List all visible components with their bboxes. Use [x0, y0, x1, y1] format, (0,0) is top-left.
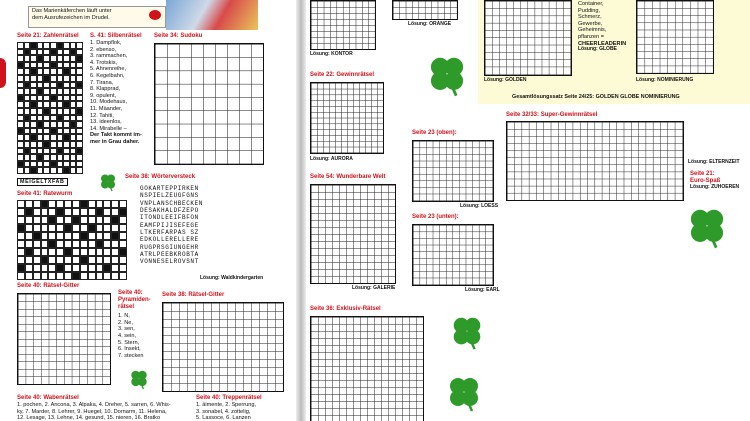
waben-line: 12. Lesage, 13. Lehne, 14. gesund, 15. nieren, 16. Bratko: [17, 415, 161, 421]
section-title: Seite 21: Zahlenrätsel: [17, 33, 79, 39]
solution-text: MEIGELTXFAB: [20, 179, 65, 185]
word-row: RUGPRSGIUNGEHR: [140, 243, 199, 251]
section-title: Seite 40: Treppenrätsel: [196, 395, 262, 401]
aurora-solution: Lösung: AURORA: [310, 156, 353, 162]
drudel-note: [28, 6, 166, 28]
globe-solution: Lösung: GLOBE: [578, 46, 617, 53]
kontor-solution: Lösung: KONTOR: [310, 51, 353, 57]
treppen-line: 5. Lassoce, 6. Lanzen: [196, 415, 251, 421]
page-edge-tab: [0, 58, 6, 88]
seite23-oben-grid: [412, 140, 494, 202]
clover-icon: [424, 52, 470, 98]
silben-item: 13. ideenlos,: [90, 119, 122, 126]
pyramid-item: 3. sen,: [118, 326, 135, 333]
cheer-item: Geheimnis,: [578, 27, 607, 34]
gitter-38-grid: [162, 302, 284, 392]
section-wabenraetsel: [17, 395, 171, 421]
ratewurm-grid: [17, 200, 127, 280]
section-euro-spass: [690, 171, 739, 191]
wunderbare-grid: [310, 184, 396, 284]
word-row: ATRLPEEBKROBTA: [140, 250, 199, 258]
section-super-gewinn: [506, 112, 597, 119]
nominierung-solution: Lösung: NOMINIERUNG: [636, 77, 694, 83]
orange-solution: Lösung: ORANGE: [408, 21, 452, 27]
super-gewinn-grid: [506, 121, 684, 201]
section-title-2: Euro-Spaß: [690, 178, 721, 185]
woerter-solution: Lösung: Waldkindergarten: [200, 275, 264, 281]
waben-line: ky, 7. Marder, 8. Lehrer, 9. Huegel, 10. Dornarm, 11. Helena,: [17, 408, 167, 415]
cheer-item: Pudding,: [578, 7, 601, 14]
section-title: Seite 23 (oben):: [412, 130, 457, 136]
silben-item: 4. Trotskis,: [90, 59, 118, 66]
crossword-grid: [17, 42, 83, 174]
pyramid-item: 2. Ne,: [118, 319, 133, 326]
section-pyramiden: [118, 290, 151, 359]
pyramid-item: 5. Stern,: [118, 339, 140, 346]
word-row: VNPLANSCHBECKEN: [140, 199, 204, 207]
section-zahlenraetsel: [17, 33, 79, 40]
word-row: ITONDLEEIFBFON: [140, 214, 199, 222]
crossword-grid: [392, 0, 458, 20]
section-wunderbare-welt: [310, 174, 385, 181]
cheer-item: Schmerz,: [578, 14, 602, 21]
section-raetsel-gitter-38: [162, 292, 224, 299]
zuhoeren-solution: Lösung: ZUHOEREN: [690, 184, 740, 191]
earl-solution: Lösung: EARL: [465, 287, 500, 293]
clover-icon: [98, 172, 118, 192]
section-title: Seite 54: Wunderbare Welt: [310, 174, 386, 180]
word-row: DESAKHALDFZEPO: [140, 206, 199, 214]
silben-item: 5. Ahnenreihe,: [90, 66, 127, 73]
golden-grid: [484, 0, 572, 76]
silben-note-2: mer in Grau daher.: [90, 138, 140, 145]
gesamt-solution: Gesamtlösungssatz Seite 24/25: GOLDEN GLOBE NOMINIERUNG: [512, 94, 680, 100]
word-row: EAMFPIJISEFEGE: [140, 221, 199, 229]
word-row: VONNESELROVSNT: [140, 258, 199, 266]
word-search-grid: [140, 185, 203, 265]
galerie-solution: Lösung: GALERIE: [352, 285, 396, 291]
section-title-1: Seite 40:: [118, 290, 143, 296]
crossword-grid: [310, 0, 376, 50]
section-title: S. 41: Silbenrätsel: [90, 33, 142, 39]
waben-line: 1. pochen, 2. Ancona, 3. Alpaka, 4. Dreher, 5. sarren, 6. Whis-: [17, 402, 171, 409]
exklusiv-grid: [310, 316, 424, 421]
pyramid-item: 6. Insekt,: [118, 346, 141, 353]
section-title: Seite 34: Sudoku: [154, 33, 203, 39]
clover-icon: [128, 368, 150, 390]
section-title: Seite 32/33: Super-Gewinnrätsel: [506, 112, 598, 118]
drudel-line-2: dem Ausrufezeichen im Drudel.: [32, 14, 110, 21]
silben-item: 1. Dampflok,: [90, 40, 122, 47]
cheer-item: Gewerbe,: [578, 20, 603, 27]
gitter-40-grid: [17, 293, 111, 385]
pyramid-item: 7. stecken: [118, 352, 144, 359]
section-title: Seite 40: Wabenrätsel: [17, 395, 79, 401]
section-silbenraetsel: [90, 33, 142, 146]
silben-item: 2. ebenso,: [90, 46, 117, 53]
section-title: Seite 38: Rätsel-Gitter: [162, 292, 225, 298]
section-title: Seite 23 (unten):: [412, 214, 459, 220]
loess-solution: Lösung: LOESS: [460, 203, 499, 209]
silben-item: 9. opulent,: [90, 92, 117, 99]
page-gutter: [296, 0, 306, 421]
silben-item: 3. rammachen,: [90, 53, 128, 60]
section-title-2: Pyramiden-: [118, 297, 151, 304]
clover-icon: [684, 202, 730, 252]
section-seite23-unten: [412, 214, 459, 221]
treppen-line: 1. äimente, 2. Sperrung,: [196, 402, 257, 409]
elternzeit-solution: Lösung: ELTERNZEIT: [688, 159, 740, 165]
sudoku-grid: [154, 43, 264, 165]
section-exklusiv: [310, 306, 381, 313]
section-title: Seite 41: Ratewurm: [17, 191, 73, 197]
drudel-line-1: Das Marienkäferchen läuft unter: [32, 8, 112, 14]
section-ratewurm: [17, 191, 72, 198]
silben-note-1: Der Takt kommt im-: [90, 132, 142, 139]
word-row: NSPIELZEUGFGNS: [140, 192, 199, 200]
clover-icon: [448, 312, 486, 352]
section-seite23-oben: [412, 130, 457, 137]
cheer-item: pflanzen =: [578, 33, 604, 40]
photo-strip: [166, 0, 258, 30]
golden-solution: Lösung: GOLDEN: [484, 77, 527, 83]
word-row: EDKOLLERELLERE: [140, 236, 199, 244]
cheer-item: Container,: [578, 1, 604, 7]
section-title: Seite 22: Gewinnrätsel: [310, 72, 375, 78]
cheerleader-list: [578, 1, 626, 53]
section-title: Seite 36: Exklusiv-Rätsel: [310, 306, 381, 312]
word-row: GOKARTEPPIRKEN: [140, 185, 199, 192]
section-gewinnraetsel: [310, 72, 374, 79]
word-row: LTKERFARPAS SZ: [140, 228, 199, 236]
silben-item: 14. Mirabelle –: [90, 125, 127, 132]
section-title-3: rätsel: [118, 304, 135, 311]
section-raetsel-gitter-40: [17, 283, 79, 290]
section-title-1: Seite 21:: [690, 171, 715, 177]
zahlen-solution: [17, 178, 68, 186]
ladybug-icon: [149, 10, 161, 20]
pyramid-item: 4. sein,: [118, 333, 137, 340]
seite23-unten-grid: [412, 224, 494, 286]
silben-item: 7. Tirana,: [90, 79, 114, 86]
nominierung-grid: [636, 0, 714, 74]
silben-item: 11. Mäander,: [90, 106, 123, 113]
silben-item: 10. Modehaus,: [90, 99, 128, 106]
treppen-line: 3. sonabel, 4. zottelig,: [196, 408, 251, 415]
clover-icon: [444, 372, 484, 414]
section-woerterversteck: [125, 174, 195, 181]
cheer-result: CHEERLEADERIN: [578, 40, 627, 47]
section-treppenraetsel: [196, 395, 262, 421]
silben-item: 6. Kegelbahn,: [90, 73, 125, 80]
pyramid-item: 1. N,: [118, 313, 130, 320]
section-title: Seite 38: Wörterversteck: [125, 174, 196, 180]
silben-item: 8. Klapprad,: [90, 86, 121, 93]
silben-item: 12. Tahiti,: [90, 112, 114, 119]
gewinn-grid: [310, 82, 384, 154]
section-title: Seite 40: Rätsel-Gitter: [17, 283, 80, 289]
section-sudoku: [154, 33, 202, 40]
